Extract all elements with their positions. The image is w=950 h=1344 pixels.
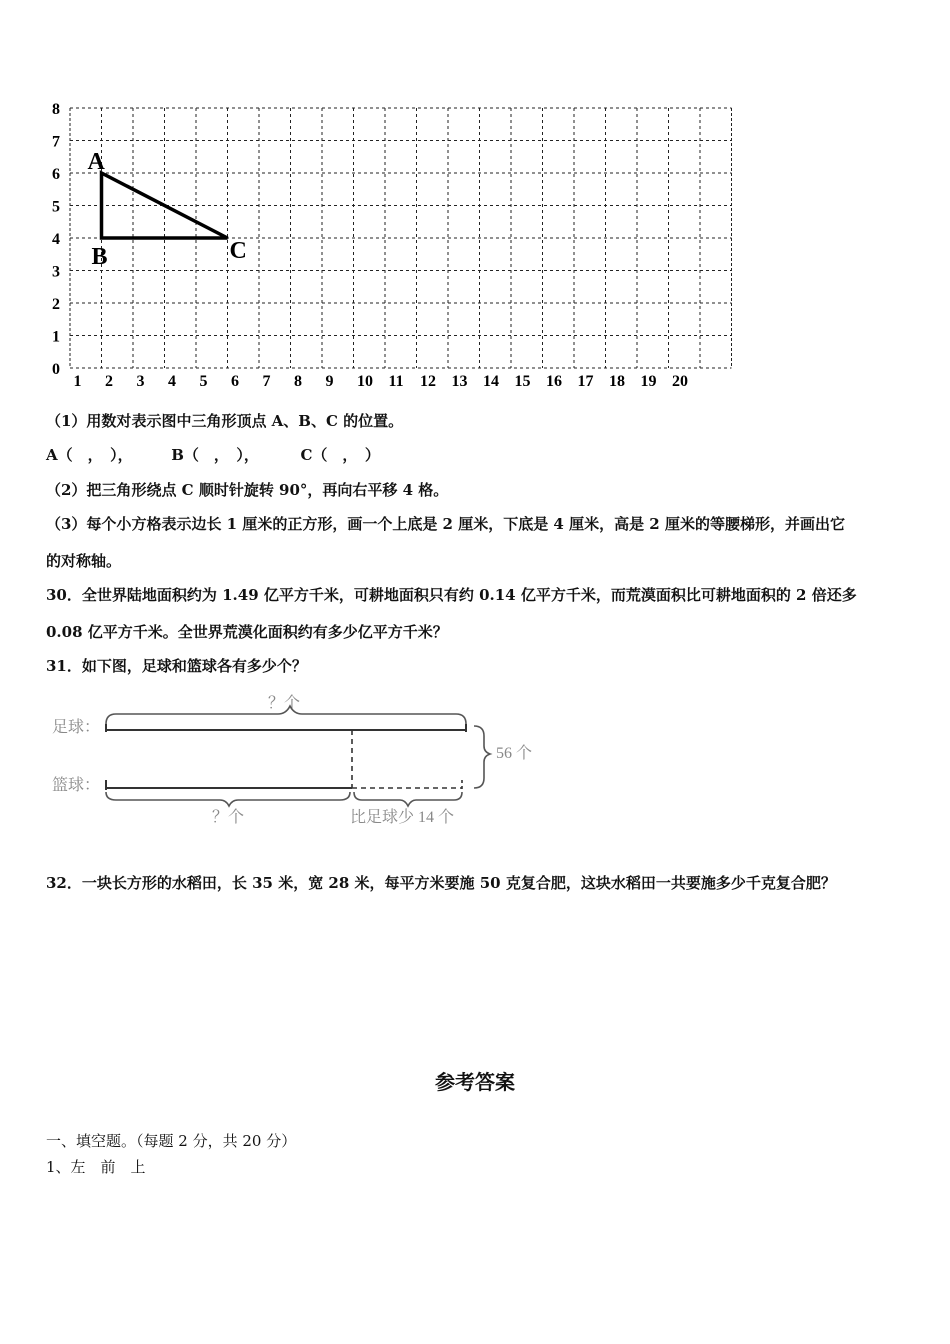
total-brace [474,726,490,788]
x-tick-label: 9 [325,373,334,390]
q29-part2: （2）把三角形绕点 C 顺时针旋转 90°，再向右平移 4 格。 [46,481,449,499]
answer-1: 1、左 前 上 [46,1158,146,1176]
x-tick-label: 2 [105,373,113,390]
coord-a-blank[interactable]: A（ ， ）， [46,446,133,464]
coord-c-blank[interactable]: C（ ， ） [300,446,380,464]
coord-b-blank[interactable]: B（ ， ）， [171,446,259,464]
y-tick-label: 6 [52,166,60,183]
x-tick-label: 4 [168,373,176,390]
x-tick-label: 18 [609,373,625,390]
top-question-label: ？个 [268,695,301,712]
total-label: 56 个 [496,745,533,762]
y-tick-label: 1 [52,328,60,346]
q29-part3-line1: （3）每个小方格表示边长 1 厘米的正方形，画一个上底是 2 厘米，下底是 4 厘米，高是 2 厘米的等腰梯形，并画出它 [46,515,845,533]
x-tick-label: 6 [231,373,239,390]
x-tick-label: 17 [577,373,594,390]
y-tick-label: 0 [52,361,60,378]
y-tick-label: 7 [52,133,60,151]
q29-coords [46,444,380,465]
x-tick-label: 3 [136,373,145,390]
vertex-label-c: C [229,238,247,264]
x-tick-label: 15 [514,373,531,390]
coordinate-grid [40,100,740,390]
basketball-brace [106,792,350,806]
football-label: 足球： [52,719,101,736]
bottom-question-label: ？个 [212,809,245,826]
x-tick-label: 16 [546,373,562,390]
y-tick-label: 2 [52,296,60,313]
y-tick-label: 8 [52,101,60,118]
difference-brace [354,792,462,806]
answers-title: 参考答案 [435,1070,515,1094]
x-axis-ticks [74,373,689,390]
y-tick-label: 3 [52,263,60,281]
x-tick-label: 12 [420,373,436,390]
x-tick-label: 7 [262,373,271,390]
vertex-label-b: B [91,244,108,270]
x-tick-label: 8 [294,373,302,390]
y-tick-label: 5 [52,198,60,216]
x-tick-label: 13 [451,373,468,390]
q30-line2: 0.08 亿平方千米。全世界荒漠化面积约有多少亿平方千米？ [46,623,448,641]
x-tick-label: 20 [672,373,688,390]
q30-line1: 30．全世界陆地面积约为 1.49 亿平方千米，可耕地面积只有约 0.14 亿平方千米，而荒漠面积比可耕地面积的 2 倍还多 [46,586,857,604]
x-tick-label: 5 [199,373,208,390]
x-tick-label: 19 [640,373,657,390]
q29-part1: （1）用数对表示图中三角形顶点 A、B、C 的位置。 [46,412,404,430]
x-tick-label: 11 [388,373,404,390]
y-tick-label: 4 [52,231,60,248]
x-tick-label: 10 [357,373,373,390]
basketball-label: 篮球： [52,777,101,794]
q31-text: 31．如下图，足球和篮球各有多少个？ [46,657,307,675]
x-tick-label: 14 [483,373,499,390]
answers-section-heading: 一、填空题。（每题 2 分，共 20 分） [46,1132,297,1150]
q29-part3-line2: 的对称轴。 [46,552,122,570]
y-axis-ticks [52,101,60,378]
difference-label: 比足球少 14 个 [350,809,455,826]
x-tick-label: 1 [73,373,82,390]
line-segment-diagram [40,688,560,838]
vertex-label-a: A [87,149,105,175]
q32-text: 32．一块长方形的水稻田，长 35 米，宽 28 米，每平方米要施 50 克复合肥，这块水稻田一共要施多少千克复合肥？ [46,874,836,892]
